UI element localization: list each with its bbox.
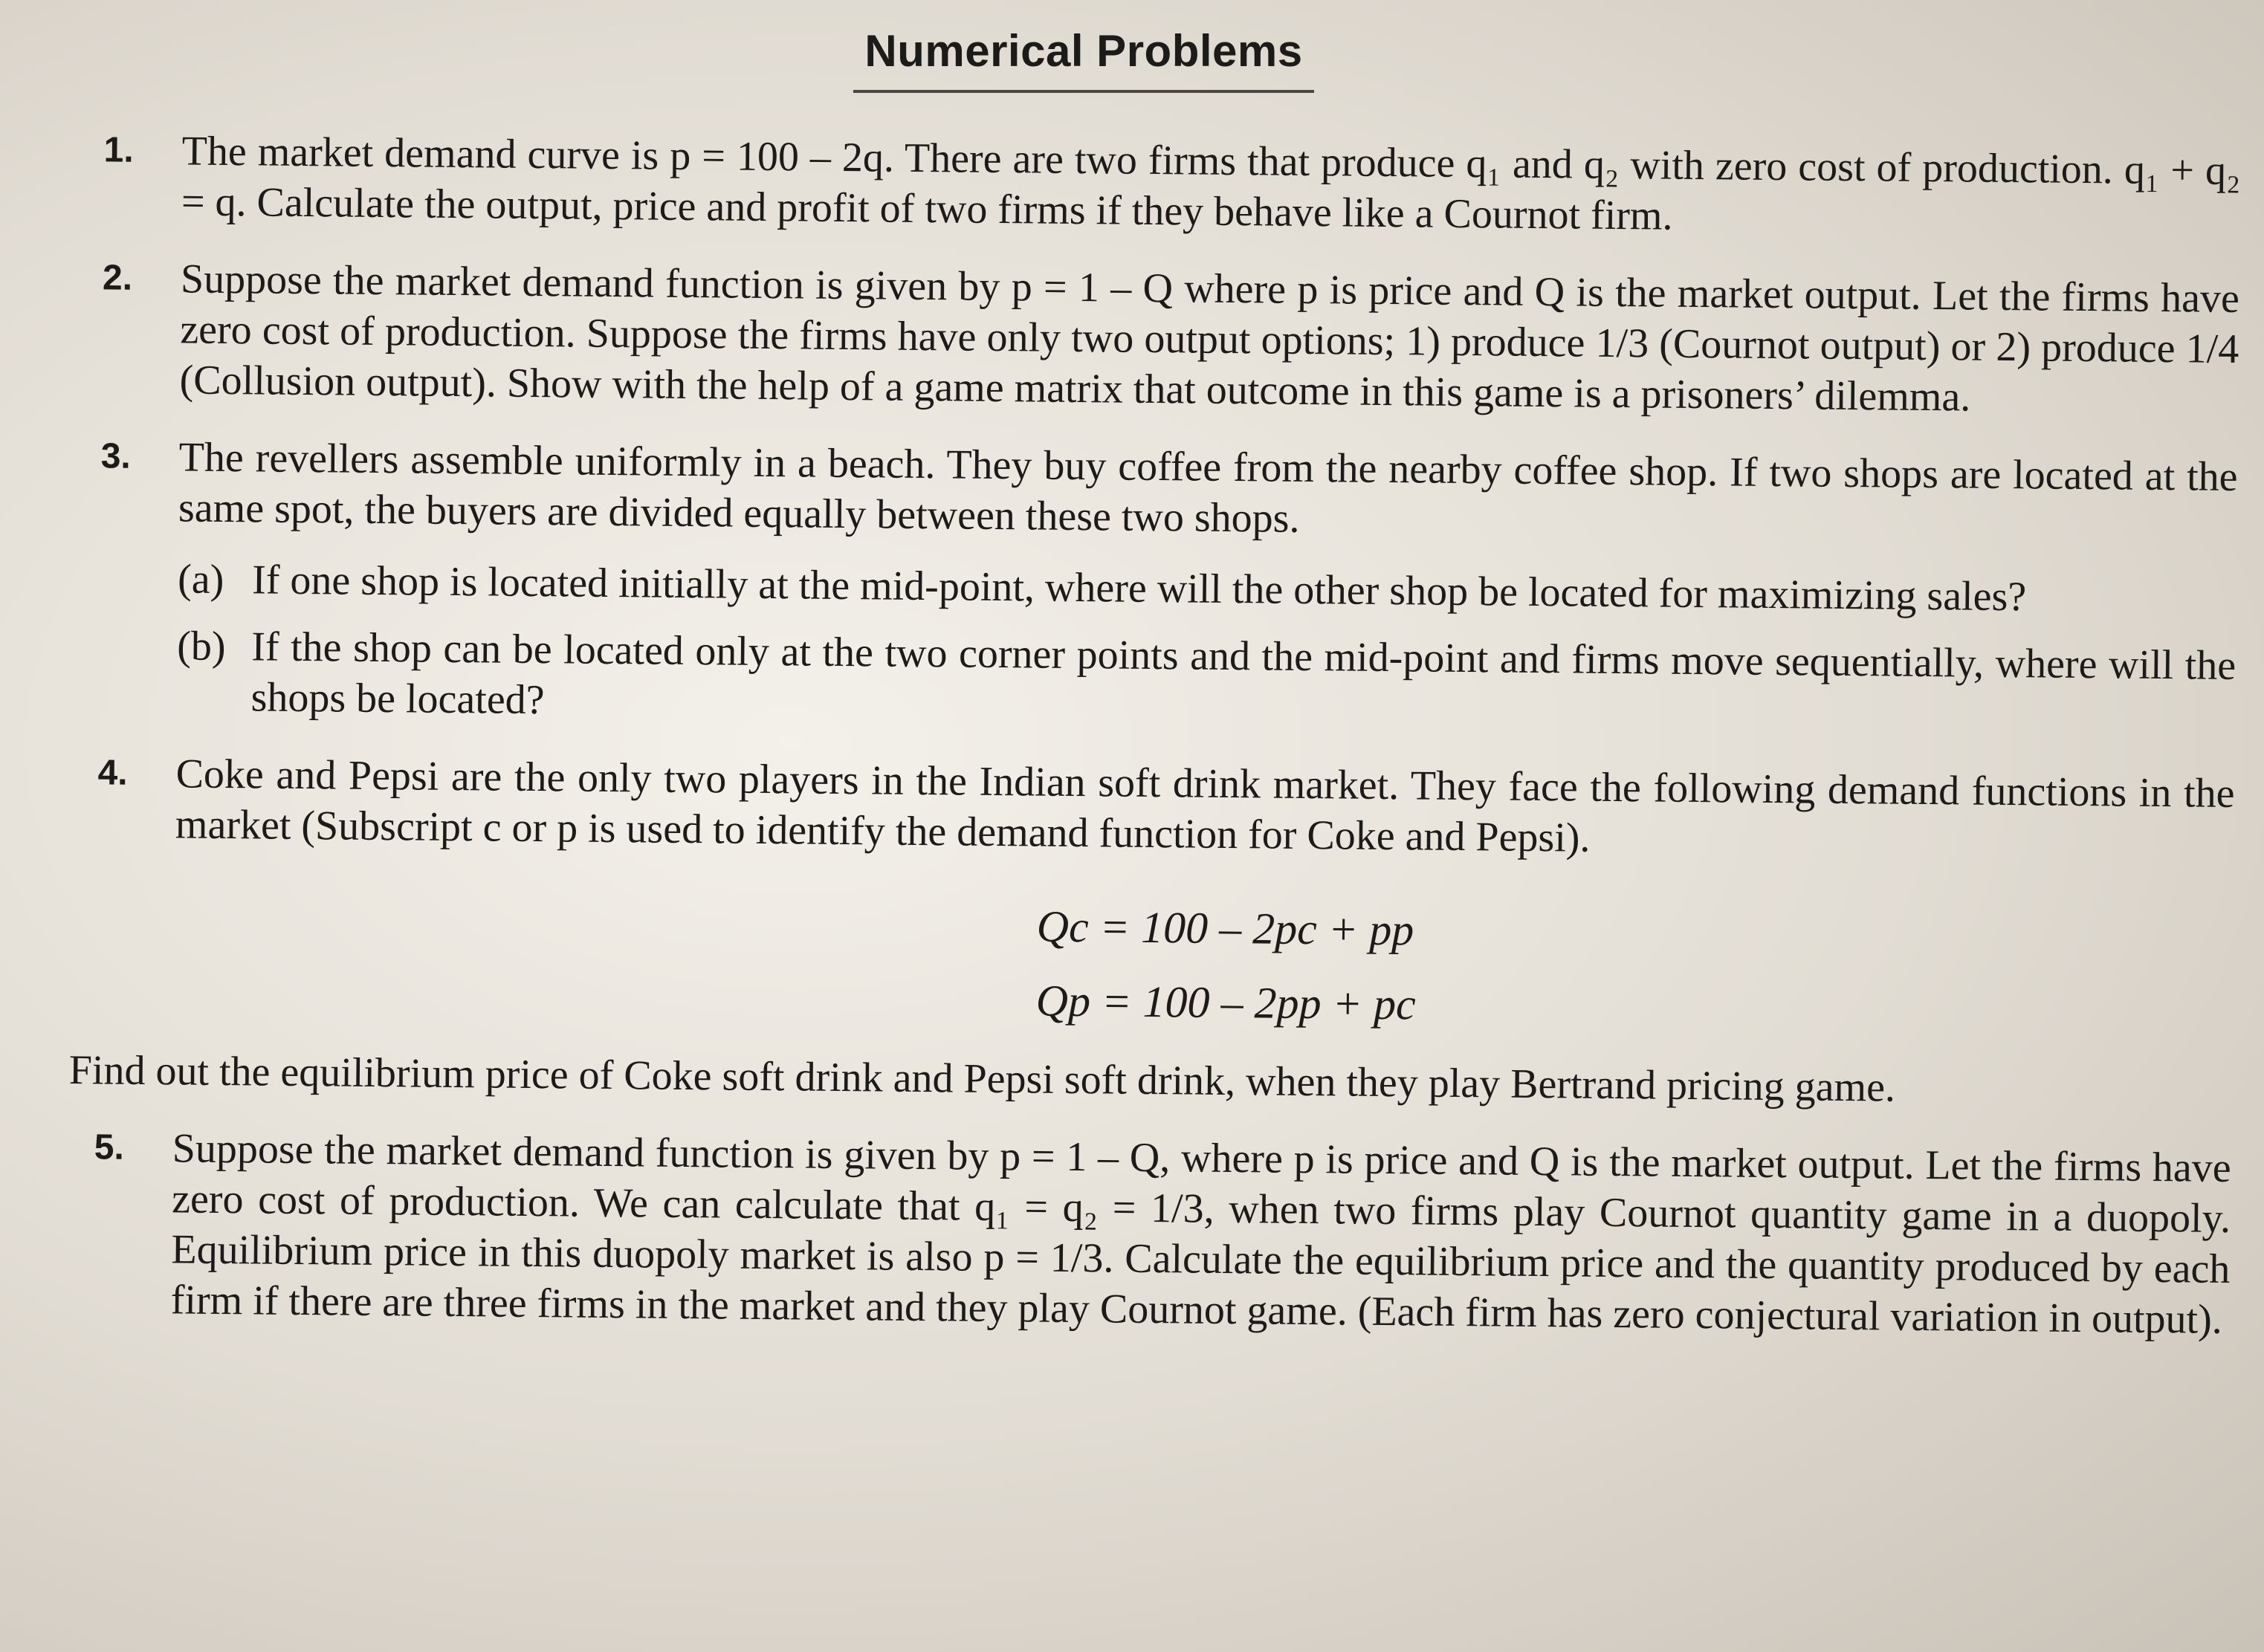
equations — [173, 881, 2234, 1049]
subpart-text: If one shop is located initially at the mid-point, where will the other shop be located for maximizing sales? — [251, 557, 2027, 621]
problem-text: Suppose the market demand function is given by p = 1 – Q where p is price and Q is the market output. Let the firms have zero cost of production. Suppose the firms have only two output options; 1) produce 1/3 (Cournot output) or 2) produce 1/4 (Collusion output). Show with the help of a game matrix that outcome in this game is a prisoners’ dilemma. — [179, 256, 2240, 421]
problems-list — [59, 125, 2241, 1372]
problem-3 — [65, 431, 2238, 742]
problem-text: The revellers assemble uniformly in a beach. They buy coffee from the nearby coffee shop. If two shops are located at the same spot, the buyers are divided equally between these two shops. — [178, 434, 2238, 542]
problem-4 — [61, 748, 2234, 1116]
subpart-label: (b) — [176, 623, 226, 670]
subpart-text: If the shop can be located only at the two corner points and the mid-point and firms move sequentially, where will the shops be located? — [250, 623, 2236, 724]
subpart-label: (a) — [177, 556, 224, 603]
problem-text: The market demand curve is p = 100 – 2q. There are two firms that produce q₁ and q₂ with zero cost of production. q₁ + q₂ = q. Calculate the output, price and profit of two firms if they behave like a Cournot firm. — [181, 128, 2241, 239]
subparts — [176, 554, 2236, 742]
subpart-b — [176, 621, 2236, 742]
problem-2 — [68, 253, 2239, 425]
problem-text: Suppose the market demand function is given by p = 1 – Q, where p is price and Q is the market output. Let the firms have zero cost of production. We can calculate that q₁ = q₂ = 1/3, when two firms play Cournot quantity game in a duopoly. Equilibrium price in this duopoly market is also p = 1/3. Calculate the equilibrium price and the quantity produced by each firm if there are three firms in the market and they play Cournot game. (Each firm has zero conjectural variation in output). — [170, 1125, 2231, 1343]
problem-number: 5. — [94, 1127, 125, 1167]
problem-1 — [70, 125, 2241, 247]
equation-coke: Qc = 100 – 2pc + pp — [1036, 901, 1414, 955]
problem-number: 2. — [102, 258, 133, 298]
heading-container — [853, 25, 1314, 93]
problem-5 — [59, 1122, 2231, 1345]
page-title: Numerical Problems — [853, 25, 1314, 93]
problem-text: Coke and Pepsi are the only two players in the Indian soft drink market. They face the following demand functions in the market (Subscript c or p is used to identify the demand function for Coke and Pepsi). — [175, 751, 2235, 861]
problem-number: 1. — [103, 130, 134, 170]
problem-followup-text: Find out the equilibrium price of Coke soft drink and Pepsi soft drink, when they play Bertrand pricing game. — [68, 1047, 1896, 1111]
subpart-a — [178, 554, 2237, 624]
problem-number: 4. — [97, 753, 128, 793]
equation-pepsi: Qp = 100 – 2pp + pc — [1035, 976, 1416, 1029]
problem-number: 3. — [100, 436, 132, 476]
